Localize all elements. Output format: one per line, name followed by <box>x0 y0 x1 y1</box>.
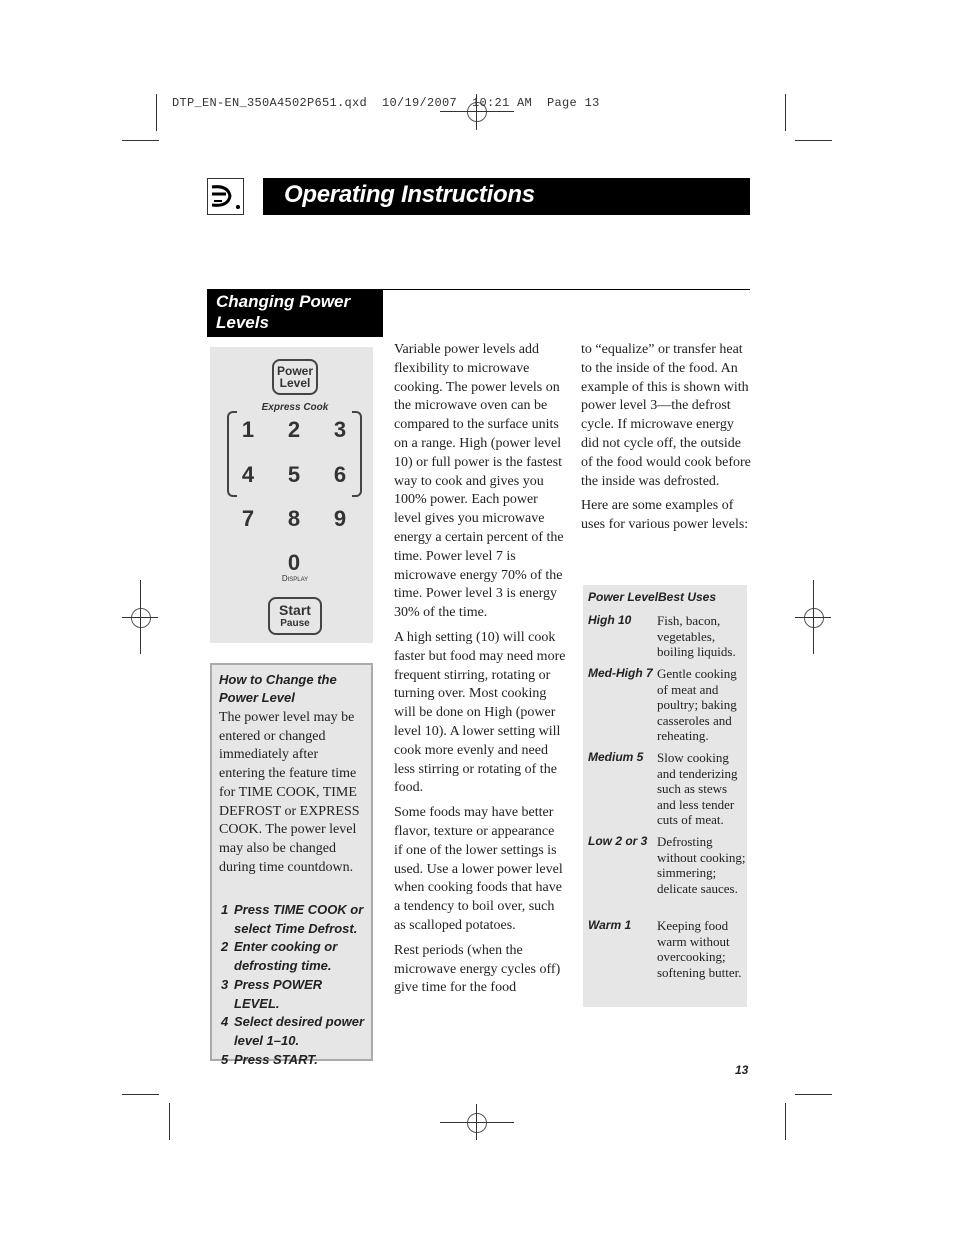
key-7: 7 <box>241 506 255 531</box>
paragraph: Some foods may have better flavor, texture or appearance if one of the lower settings is used. Use a lower power level when cooking foods that have a tendency to boil over, such as scalloped potatoes. <box>394 805 563 933</box>
step-item: 2 Enter cooking or defrosting time. <box>221 939 338 974</box>
paragraph: Rest periods (when the microwave energy cycles off) give time for the food <box>394 942 561 996</box>
power-level-label-top: Power <box>276 364 313 378</box>
registration-mark <box>804 608 824 628</box>
express-cook-label: Express Cook <box>261 402 329 413</box>
body-column-2 <box>581 341 751 541</box>
key-5: 5 <box>287 462 301 487</box>
paragraph: to “equalize” or transfer heat to the inside of the food. An example of this is shown with power level 3—the defrost cycle. If microwave energy did not cycle off, the outside of the food would cook before the inside was defrosted. <box>581 342 751 489</box>
step-item: 3 Press POWER LEVEL. <box>221 976 323 1011</box>
key-9: 9 <box>333 506 347 531</box>
step-item: 4 Select desired power level 1–10. <box>221 1014 365 1048</box>
crop-mark <box>122 140 159 141</box>
crop-mark <box>785 94 786 131</box>
table-row-uses: Fish, bacon, vegetables, boiling liquids. <box>657 613 736 660</box>
registration-line <box>440 1122 514 1123</box>
page-number: 13 <box>735 1063 749 1077</box>
table-row-level: Low 2 or 3 <box>588 834 648 848</box>
page-title: Operating Instructions <box>284 181 535 208</box>
table-row-level: Medium 5 <box>588 750 644 764</box>
crop-mark <box>156 94 157 131</box>
crop-mark <box>122 1094 159 1095</box>
keypad-illustration <box>210 347 373 643</box>
how-to-steps <box>221 901 369 1069</box>
key-0: 0 <box>287 550 301 575</box>
crop-mark <box>795 140 832 141</box>
crop-mark <box>785 1103 786 1140</box>
paragraph: Here are some examples of uses for various power levels: <box>581 498 749 533</box>
step-item: 1 Press TIME COOK or select Time Defrost. <box>221 902 364 936</box>
registration-mark <box>131 608 151 628</box>
power-level-key <box>272 359 318 395</box>
table-row-level: Med-High 7 <box>588 666 653 680</box>
key-3: 3 <box>333 417 347 442</box>
crop-mark <box>169 1103 170 1140</box>
paragraph: A high setting (10) will cook faster but food may need more frequent stirring, rotating or turning over. Most cooking will be done on High (power level 10). A lower setting will cook more evenly and need less stirring or rotating of the food. <box>394 629 566 796</box>
key-6: 6 <box>333 462 347 487</box>
table-row-uses: Defrosting without cooking; simmering; delicate sauces. <box>657 834 746 896</box>
table-row-uses: Gentle cooking of meat and poultry; baking casseroles and reheating. <box>657 666 737 744</box>
power-level-label-bottom: Level <box>279 376 311 390</box>
table-row-uses: Slow cooking and tenderizing such as stews and less tender cuts of meat. <box>657 750 738 828</box>
table-row-uses: Keeping food warm without overcooking; softening butter. <box>657 918 742 980</box>
registration-line <box>440 111 514 112</box>
paragraph: Variable power levels add flexibility to microwave cooking. The power levels on the microwave oven can be compared to the surface units on a range. High (power level 10) or full power is the fastest way to cook and gives you 100% power. Each power level gives you microwave energy a certain percent of the time. Power level 7 is microwave energy 70% of the time. Power level 3 is energy 30% of the time. <box>394 342 564 621</box>
table-header-power-level: Power Level <box>588 590 659 604</box>
key-4: 4 <box>241 462 255 487</box>
start-pause-key <box>268 597 322 635</box>
how-to-title: How to Change the Power Level <box>219 672 337 705</box>
registration-mark <box>467 1113 487 1133</box>
table-header-best-uses: Best Uses <box>658 590 717 604</box>
table-row-level: High 10 <box>588 613 632 627</box>
pause-label: Pause <box>280 618 310 629</box>
section-rule <box>383 289 750 290</box>
key-8: 8 <box>287 506 301 531</box>
registration-line <box>122 617 158 618</box>
table-row-level: Warm 1 <box>588 918 632 932</box>
section-title: Changing Power Levels <box>216 292 351 332</box>
microwave-logo-icon <box>207 178 244 215</box>
key-1: 1 <box>241 417 255 442</box>
display-label: Display <box>281 574 309 583</box>
print-slug: DTP_EN-EN_350A4502P651.qxd 10/19/2007 10:21 AM Page 13 <box>172 96 600 110</box>
body-column-1 <box>394 341 566 1004</box>
crop-mark <box>795 1094 832 1095</box>
step-item: 5 Press START. <box>221 1051 318 1067</box>
start-label: Start <box>279 602 311 618</box>
key-2: 2 <box>287 417 301 442</box>
registration-line <box>795 617 831 618</box>
how-to-text: The power level may be entered or changed immediately after entering the feature time for TIME COOK, TIME DEFROST or EXPRESS COOK. The power level may also be changed during time countdown. <box>219 710 360 875</box>
